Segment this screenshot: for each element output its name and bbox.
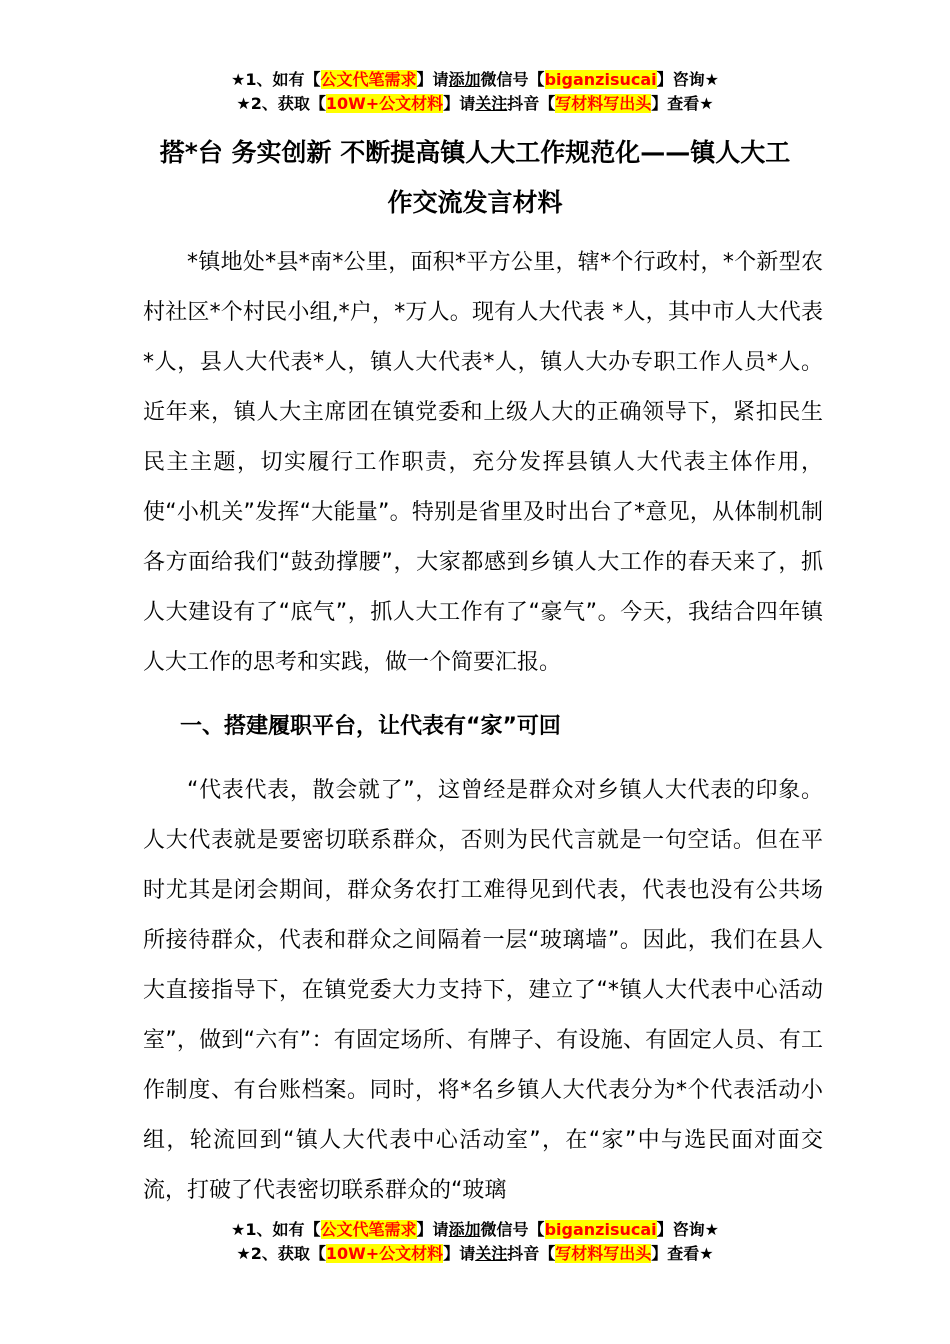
banner-text: ★2、获取【 bbox=[236, 94, 326, 113]
banner-text: 微信号【 bbox=[480, 70, 545, 89]
highlight-service: 公文代笔需求 bbox=[320, 70, 417, 89]
paragraph-intro: *镇地处*县*南*公里，面积*平方公里，辖*个行政村，*个新型农村社区*个村民小组,*户，*万人。现有人大代表 *人，其中市人大代表*人，县人大代表*人，镇人大代表*人，镇人大办专职工作人员*人。近年来，镇人大主席团在镇党委和上级人大的正确领导下，紧扣民生民主主题，切实履行工作职责，充分发挥县镇人大代表主体作用，使“小机关”发挥“大能量”。特别是省里及时出台了*意见，从体制机制各方面给我们“鼓劲撑腰”，大家都感到乡镇人大工作的春天来了，抓人大建设有了“底气”，抓人大工作有了“豪气”。今天，我结合四年镇人大工作的思考和实践，做一个简要汇报。 bbox=[143, 250, 823, 675]
underlined-follow: 关注 bbox=[475, 94, 508, 113]
banner-text: ★1、如有【 bbox=[231, 70, 321, 89]
bottom-banner bbox=[0, 1218, 950, 1266]
bottom-banner-line-2 bbox=[0, 1242, 950, 1266]
banner-text: 】请 bbox=[416, 1220, 449, 1239]
banner-text: 】请 bbox=[443, 94, 476, 113]
title-line-1: 搭*台 务实创新 不断提高镇人大工作规范化——镇人大工 bbox=[159, 138, 791, 167]
highlight-materials: 10W+公文材料 bbox=[325, 94, 444, 113]
highlight-service: 公文代笔需求 bbox=[320, 1220, 417, 1239]
banner-text: 抖音【 bbox=[507, 1244, 556, 1263]
banner-text: 】请 bbox=[416, 70, 449, 89]
top-banner-line-2 bbox=[0, 92, 950, 116]
top-banner bbox=[0, 68, 950, 116]
banner-text: 】咨询★ bbox=[656, 70, 719, 89]
bottom-banner-line-1 bbox=[0, 1218, 950, 1242]
banner-text: 】咨询★ bbox=[656, 1220, 719, 1239]
top-banner-line-1 bbox=[0, 68, 950, 92]
banner-text: ★1、如有【 bbox=[231, 1220, 321, 1239]
title-line-2: 作交流发言材料 bbox=[387, 188, 563, 217]
underlined-add: 添加 bbox=[448, 1220, 481, 1239]
banner-text: 】查看★ bbox=[651, 1244, 714, 1263]
section-heading-1: 一、搭建履职平台，让代表有“家”可回 bbox=[180, 714, 561, 739]
highlight-materials: 10W+公文材料 bbox=[325, 1244, 444, 1263]
underlined-follow: 关注 bbox=[475, 1244, 508, 1263]
highlight-douyin-id: 写材料写出头 bbox=[555, 94, 652, 113]
document-title bbox=[60, 128, 890, 228]
highlight-wechat-id: biganzisucai bbox=[544, 1220, 657, 1239]
banner-text: ★2、获取【 bbox=[236, 1244, 326, 1263]
document-body bbox=[143, 238, 823, 1216]
paragraph-section-1: “代表代表，散会就了”，这曾经是群众对乡镇人大代表的印象。人大代表就是要密切联系群众，否则为民代言就是一句空话。但在平时尤其是闭会期间，群众务农打工难得见到代表，代表也没有公共场所接待群众，代表和群众之间隔着一层“玻璃墙”。因此，我们在县人大直接指导下，在镇党委大力支持下，建立了“*镇人大代表中心活动室”，做到“六有”：有固定场所、有牌子、有设施、有固定人员、有工作制度、有台账档案。同时，将*名乡镇人大代表分为*个代表活动小组，轮流回到“镇人大代表中心活动室”，在“家”中与选民面对面交流，打破了代表密切联系群众的“玻璃 bbox=[143, 778, 823, 1203]
banner-text: 】请 bbox=[443, 1244, 476, 1263]
underlined-add: 添加 bbox=[448, 70, 481, 89]
banner-text: 抖音【 bbox=[507, 94, 556, 113]
banner-text: 微信号【 bbox=[480, 1220, 545, 1239]
highlight-wechat-id: biganzisucai bbox=[544, 70, 657, 89]
banner-text: 】查看★ bbox=[651, 94, 714, 113]
highlight-douyin-id: 写材料写出头 bbox=[555, 1244, 652, 1263]
